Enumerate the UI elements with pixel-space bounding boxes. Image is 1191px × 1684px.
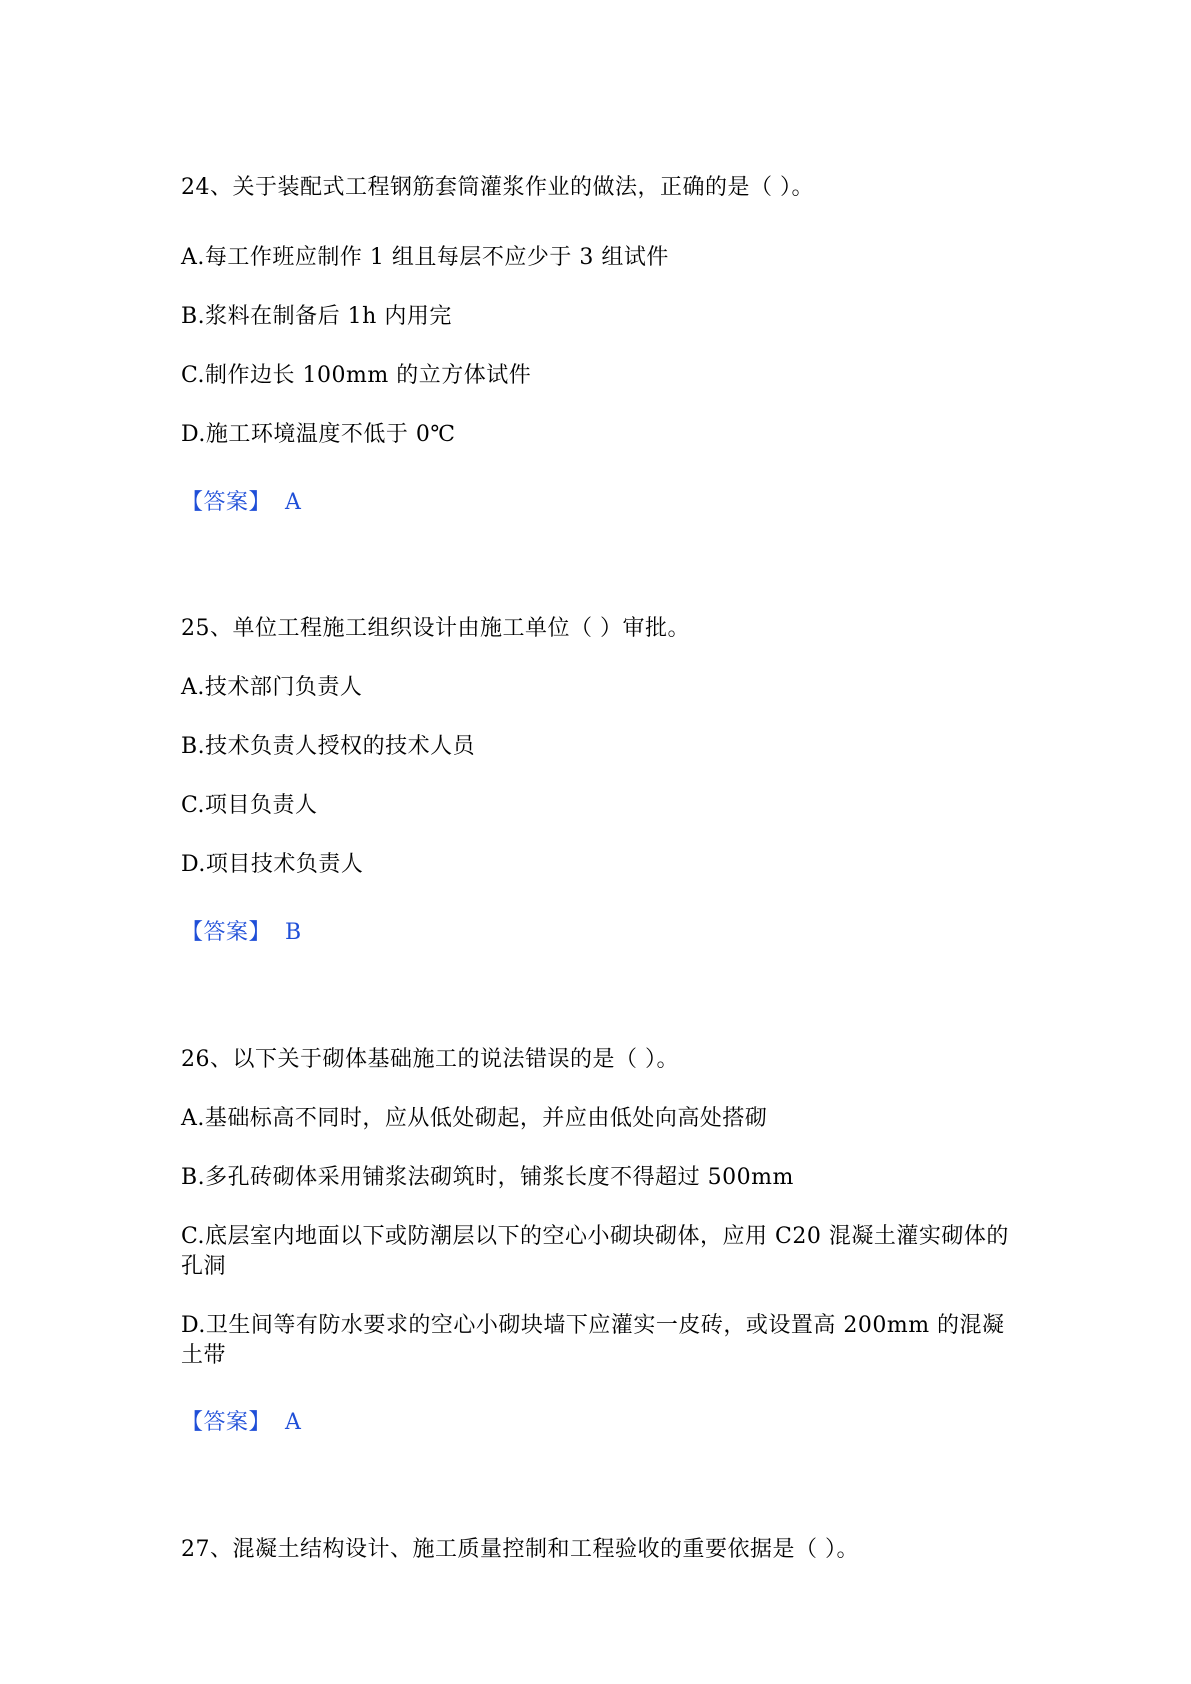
answer-line xyxy=(181,918,302,948)
question-stem-26: 26、以下关于砌体基础施工的说法错误的是（ ）。 xyxy=(181,1047,679,1072)
option-c: C.项目负责人 xyxy=(181,793,318,818)
option-c: C.制作边长 100mm 的立方体试件 xyxy=(181,363,532,388)
option-a: A.每工作班应制作 1 组且每层不应少于 3 组试件 xyxy=(181,245,669,270)
answer-label: 【答案】 xyxy=(181,1410,272,1435)
answer-line xyxy=(181,488,301,518)
option-b: B.技术负责人授权的技术人员 xyxy=(181,734,476,759)
answer-label: 【答案】 xyxy=(181,490,272,515)
question-stem-27: 27、混凝土结构设计、施工质量控制和工程验收的重要依据是（ ）。 xyxy=(181,1537,859,1562)
question-stem-25: 25、单位工程施工组织设计由施工单位（ ）审批。 xyxy=(181,616,690,641)
option-c: C.底层室内地面以下或防潮层以下的空心小砌块砌体，应用 C20 混凝土灌实砌体的孔洞 xyxy=(181,1224,1009,1279)
option-b: B.浆料在制备后 1h 内用完 xyxy=(181,304,452,329)
option-d: D.项目技术负责人 xyxy=(181,852,364,877)
option-d: D.施工环境温度不低于 0℃ xyxy=(181,422,456,447)
option-a: A.技术部门负责人 xyxy=(181,675,363,700)
option-a: A.基础标高不同时，应从低处砌起，并应由低处向高处搭砌 xyxy=(181,1106,768,1131)
answer-value: A xyxy=(285,1410,302,1435)
option-b: B.多孔砖砌体采用铺浆法砌筑时，铺浆长度不得超过 500mm xyxy=(181,1165,794,1190)
answer-value: B xyxy=(285,920,302,945)
answer-line xyxy=(181,1408,301,1438)
answer-label: 【答案】 xyxy=(181,920,272,945)
answer-value: A xyxy=(285,490,302,515)
option-d: D.卫生间等有防水要求的空心小砌块墙下应灌实一皮砖，或设置高 200mm 的混凝土带 xyxy=(181,1313,1005,1368)
question-stem-24: 24、关于装配式工程钢筋套筒灌浆作业的做法，正确的是（ ）。 xyxy=(181,175,814,200)
